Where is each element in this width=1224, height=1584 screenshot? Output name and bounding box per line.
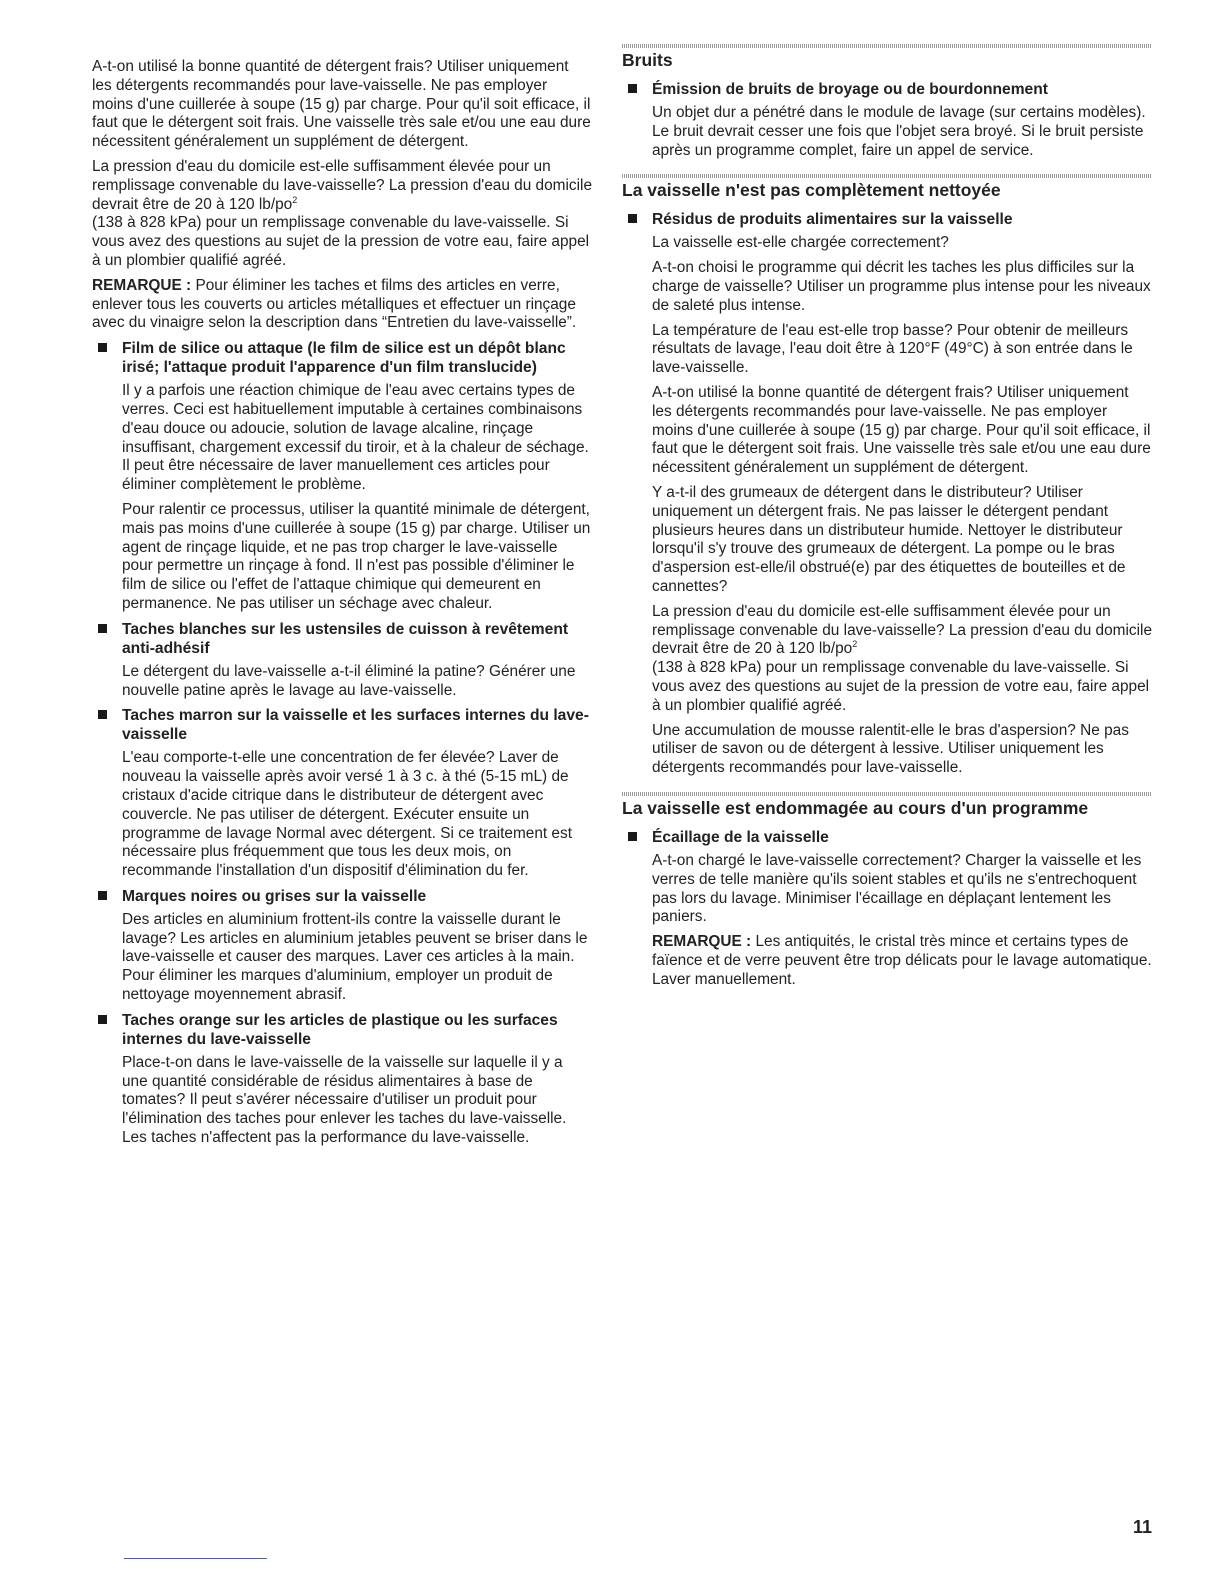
paragraph: A-t-on utilisé la bonne quantité de détergent frais? Utiliser uniquement les détergents recommandés pour lave-vaisselle. Ne pas employer moins d'une cuillerée à soupe (15 g) par charge. Pour qu'il soit efficace, il faut que le détergent soit frais. Une vaisselle très sale et/ou une eau dure nécessitent généralement un supplément de détergent. — [92, 58, 591, 151]
paragraph: Pour ralentir ce processus, utiliser la quantité minimale de détergent, mais pas moins d'une cuillerée à soupe (15 g) par charge. Utiliser un agent de rinçage liquide, et ne pas trop charger le lave-vaisselle pour permettre un rinçage à fond. Il n'est pas possible d'éliminer le film de silice ou l'effet de l'attaque chimique qui demeurent en permanence. Ne pas utiliser un séchage avec chaleur. — [122, 500, 591, 612]
item-title: Résidus de produits alimentaires sur la vaisselle — [652, 211, 1013, 229]
item-title: Taches blanches sur les ustensiles de cuisson à revêtement anti-adhésif — [122, 620, 569, 657]
section-heading: Bruits — [622, 50, 673, 70]
square-bullet-icon — [98, 343, 107, 352]
square-bullet-icon — [628, 214, 637, 223]
list-item — [92, 620, 592, 701]
paragraph: A-t-on chargé le lave-vaisselle correctement? Charger la vaisselle et les verres de telle manière qu'ils soient stables et qu'ils ne s'entrechoquent pas lors du lavage. Minimiser l'écaillage en déplaçant lentement les paniers. — [652, 851, 1142, 926]
item-title: Taches marron sur la vaisselle et les surfaces internes du lave-vaisselle — [122, 707, 589, 744]
superscript: 2 — [292, 194, 298, 205]
paragraph: Une accumulation de mousse ralentit-elle le bras d'aspersion? Ne pas utiliser de savon ou de détergent à lessive. Utiliser uniquement les détergents recommandés pour lave-vaisselle. — [652, 721, 1129, 777]
paragraph: A-t-on utilisé la bonne quantité de détergent frais? Utiliser uniquement les détergents recommandés pour lave-vaisselle. Ne pas employer moins d'une cuillerée à soupe (15 g) par charge. Pour qu'il soit efficace, il faut que le détergent soit frais. Une vaisselle très sale et/ou une eau dure nécessitent généralement un supplément de détergent. — [652, 383, 1151, 477]
paragraph — [92, 158, 592, 271]
note-text: Les antiquités, le cristal très mince et certains types de faïence et de verre peuvent être trop délicats pour le lavage automatique. Laver manuellement. — [652, 933, 1152, 988]
note-label: REMARQUE : — [92, 276, 192, 294]
square-bullet-icon — [98, 624, 107, 633]
paragraph: Le détergent du lave-vaisselle a-t-il éliminé la patine? Générer une nouvelle patine après le lavage au lave-vaisselle. — [122, 662, 576, 699]
square-bullet-icon — [98, 1015, 107, 1024]
paragraph: A-t-on choisi le programme qui décrit les taches les plus difficiles sur la charge de vaisselle? Utiliser un programme plus intense pour les niveaux de saleté plus intense. — [652, 259, 1151, 314]
right-column — [622, 44, 1152, 995]
section-divider — [622, 792, 1152, 796]
paragraph: La vaisselle est-elle chargée correctement? — [652, 234, 949, 252]
note-label: REMARQUE : — [652, 933, 752, 951]
page-number: 11 — [1132, 1517, 1152, 1537]
item-title: Émission de bruits de broyage ou de bourdonnement — [652, 81, 1048, 98]
square-bullet-icon — [628, 84, 637, 93]
section-heading: La vaisselle n'est pas complètement nettoyée — [622, 180, 1001, 201]
note — [652, 933, 1152, 989]
item-title: Film de silice ou attaque (le film de silice est un dépôt blanc irisé; l'attaque produit l'apparence d'un film translucide) — [122, 340, 566, 377]
text: La pression d'eau du domicile est-elle suffisamment élevée pour un remplissage convenable du lave-vaisselle? La pression d'eau du domicile devrait être de 20 à 120 lb/po — [652, 602, 1153, 658]
list-item — [622, 828, 1152, 990]
item-title: Taches orange sur les articles de plastique ou les surfaces internes du lave-vaisselle — [122, 1011, 558, 1048]
square-bullet-icon — [98, 710, 107, 719]
square-bullet-icon — [628, 832, 637, 841]
list-item — [92, 339, 592, 614]
list-item — [622, 210, 1152, 778]
paragraph — [652, 603, 1152, 716]
section-divider — [622, 44, 1152, 48]
paragraph: L'eau comporte-t-elle une concentration de fer élevée? Laver de nouveau la vaisselle après avoir versé 1 à 3 c. à thé (5-15 mL) de cristaux d'acide citrique dans le distributeur de détergent avec couvercle. Ne pas utiliser de détergent. Exécuter ensuite un programme de lavage Normal avec détergent. Si ce traitement est nécessaire plus fréquemment que tous les deux mois, on recommande l'installation d'un dispositif d'élimination du fer. — [122, 749, 572, 880]
paragraph: Il y a parfois une réaction chimique de l'eau avec certains types de verres. Ceci est habituellement imputable à certaines combinaisons d'eau douce ou adoucie, solution de lavage alcaline, rinçage insuffisant, chargement excessif du tiroir, et à la chaleur de séchage. Il peut être nécessaire de laver manuellement ces articles pour éliminer complètement le problème. — [122, 382, 589, 494]
item-title: Marques noires ou grises sur la vaisselle — [122, 887, 427, 905]
superscript: 2 — [852, 639, 858, 650]
text: (138 à 828 kPa) pour un remplissage convenable du lave-vaisselle. Si vous avez des questions au sujet de la pression de votre eau, faire appel à un plombier qualifié agréé. — [92, 214, 590, 269]
paragraph: Place-t-on dans le lave-vaisselle de la vaisselle sur laquelle il y a une quantité considérable de résidus alimentaires à base de tomates? Il peut s'avérer nécessaire d'utiliser un produit pour l'élimination des taches pour enlever les taches du lave-vaisselle. Les taches n'affectent pas la performance du lave-vaisselle. — [122, 1053, 567, 1147]
paragraph: Un objet dur a pénétré dans le module de lavage (sur certains modèles). Le bruit devrait cesser une fois que l'objet sera broyé. Si le bruit persiste après un programme complet, faire un appel de service. — [652, 104, 1146, 159]
list-item — [92, 706, 592, 881]
item-title: Écaillage de la vaisselle — [652, 828, 829, 846]
list-item — [622, 80, 1152, 160]
note — [92, 277, 592, 333]
text: (138 à 828 kPa) pour un remplissage convenable du lave-vaisselle. Si vous avez des questions au sujet de la pression de votre eau, faire appel à un plombier qualifié agréé. — [652, 659, 1150, 714]
left-column — [92, 58, 592, 1154]
paragraph: La température de l'eau est-elle trop basse? Pour obtenir de meilleurs résultats de lavage, l'eau doit être à 120°F (49°C) à son entrée dans le lave-vaisselle. — [652, 321, 1133, 377]
paragraph: Y a-t-il des grumeaux de détergent dans le distributeur? Utiliser uniquement un détergent frais. Ne pas laisser le détergent pendant plusieurs heures dans un distributeur humide. Nettoyer le distributeur lorsqu'il s'y trouve des grumeaux de détergent. La pompe ou le bras d'aspersion est-elle/il obstrué(e) par des étiquettes de bouteilles et de cannettes? — [652, 483, 1126, 595]
paragraph: Des articles en aluminium frottent-ils contre la vaisselle durant le lavage? Les articles en aluminium jetables peuvent se briser dans le lave-vaisselle et causer des marques. Laver ces articles à la main. Pour éliminer les marques d'aluminium, employer un produit de nettoyage moyennement abrasif. — [122, 910, 588, 1004]
list-item — [92, 887, 592, 1005]
note-text: Pour éliminer les taches et films des articles en verre, enlever tous les couverts ou articles métalliques et effectuer un rinçage avec du vinaigre selon la description dans “Entretien du lave-vaisselle”. — [92, 276, 577, 332]
section-heading: La vaisselle est endommagée au cours d'un programme — [622, 797, 1089, 818]
square-bullet-icon — [98, 891, 107, 900]
list-item — [92, 1011, 592, 1148]
section-divider — [622, 174, 1152, 178]
footer-divider — [124, 1558, 267, 1559]
text: La pression d'eau du domicile est-elle suffisamment élevée pour un remplissage convenable du lave-vaisselle? La pression d'eau du domicile devrait être de 20 à 120 lb/po — [92, 157, 593, 213]
